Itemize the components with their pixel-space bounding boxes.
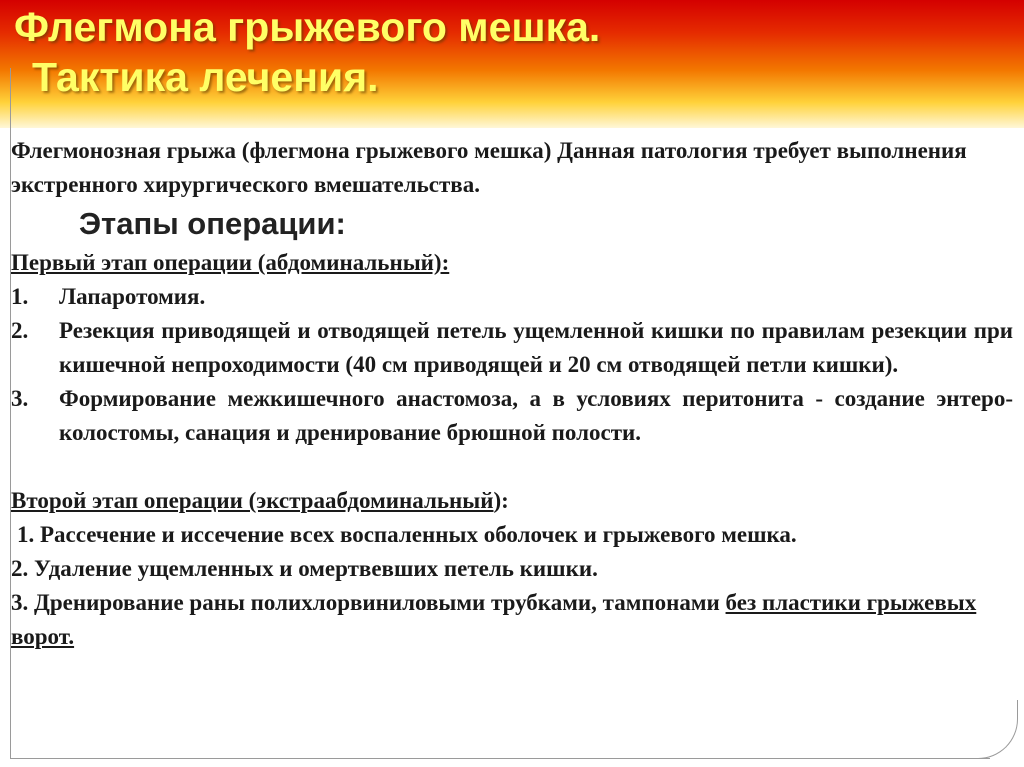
stage2-step-1: 1. Рассечение и иссечение всех воспаленных оболочек и грыжевого мешка. xyxy=(17,522,797,547)
stages-heading: Этапы операции: xyxy=(79,206,346,241)
step-text: Формирование межкишечного анастомоза, а в условиях перитонита - создание энтеро-колостомы, санация и дренирование брюшной полости. xyxy=(59,386,1013,445)
step-number: 2. xyxy=(11,318,29,343)
stage2-step-3 xyxy=(11,586,1013,654)
slide-title xyxy=(14,2,600,102)
step-number: 3. xyxy=(11,386,29,411)
list-item xyxy=(11,314,1013,382)
spacer xyxy=(11,450,1013,484)
title-line-2: Тактика лечения. xyxy=(32,54,379,100)
stage1-heading: Первый этап операции (абдоминальный): xyxy=(11,250,450,275)
slide-body xyxy=(11,134,1013,654)
bottom-border-line xyxy=(10,758,990,759)
step-text: Лапаротомия. xyxy=(59,284,206,309)
step-number: 1. xyxy=(11,284,29,309)
stage2-step-3-emphasis: без пластики грыжевых ворот. xyxy=(11,590,977,649)
list-item xyxy=(11,382,1013,450)
corner-border xyxy=(977,700,1018,759)
stage2-heading-line xyxy=(11,484,1013,518)
list-item xyxy=(11,280,1013,314)
stage2-heading-tail: ): xyxy=(493,488,509,513)
stage1-steps xyxy=(11,280,1013,450)
stage2-step-3-text: 3. Дренирование раны полихлорвиниловыми трубками, тампонами xyxy=(11,590,726,615)
intro-paragraph: Флегмонозная грыжа (флегмона грыжевого мешка) Данная патология требует выполнения экстренного хирургического вмешательства. xyxy=(11,138,967,197)
step-text: Резекция приводящей и отводящей петель ущемленной кишки по правилам резекции при кишечной непроходимости (40 см приводящей и 20 см отводящей петли кишки). xyxy=(59,318,1013,377)
title-banner xyxy=(0,0,1024,128)
stage2-step-2: 2. Удаление ущемленных и омертвевших петель кишки. xyxy=(11,556,598,581)
title-line-1: Флегмона грыжевого мешка. xyxy=(14,4,601,50)
stage2-heading: Второй этап операции (экстраабдоминальный xyxy=(11,488,494,513)
